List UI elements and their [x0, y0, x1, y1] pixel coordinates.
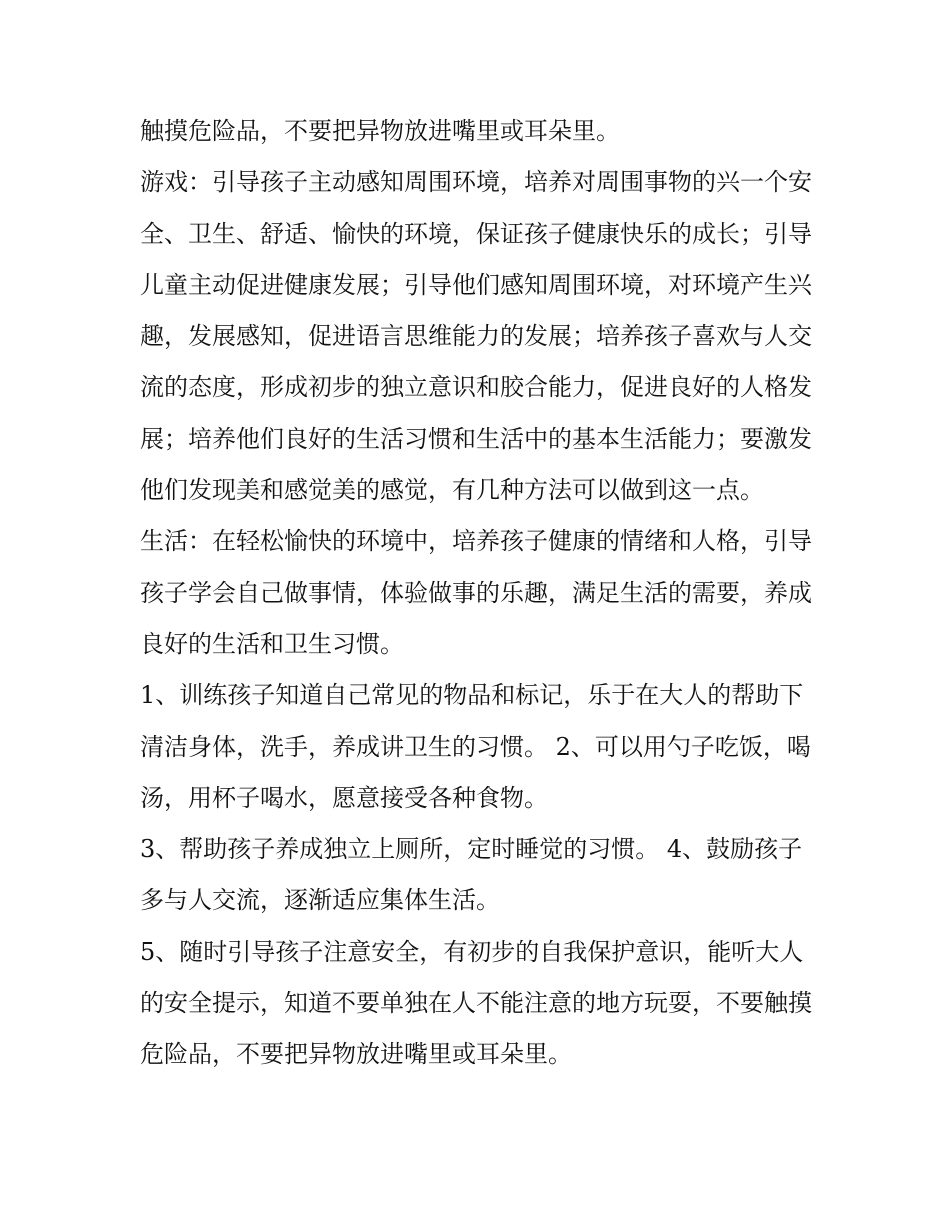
paragraph-games: 游戏：引导孩子主动感知周围环境，培养对周围事物的兴一个安全、卫生、舒适、愉快的环境，保证孩子健康快乐的成长；引导儿童主动促进健康发展；引导他们感知周围环境，对环境产生兴趣，发展感知，促进语言思维能力的发展；培养孩子喜欢与人交流的态度，形成初步的独立意识和胶合能力，促进良好的人格发展；培养他们良好的生活习惯和生活中的基本生活能力；要激发他们发现美和感觉美的感觉，有几种方法可以做到这一点。 [140, 168, 812, 505]
paragraph-life: 生活：在轻松愉快的环境中，培养孩子健康的情绪和人格，引导孩子学会自己做事情，体验做事的乐趣，满足生活的需要，养成良好的生活和卫生习惯。 [140, 527, 812, 658]
paragraph-item-3-4: 3、帮助孩子养成独立上厕所，定时睡觉的习惯。 4、鼓励孩子多与人交流，逐渐适应集体生活。 [140, 835, 803, 915]
document-body [140, 106, 816, 1081]
paragraph-item-1-2: 1、训练孩子知道自己常见的物品和标记，乐于在大人的帮助下清洁身体，洗手，养成讲卫生的习惯。 2、可以用勺子吃饭，喝汤，用杯子喝水，愿意接受各种食物。 [140, 681, 811, 812]
paragraph-continuation: 触摸危险品，不要把异物放进嘴里或耳朵里。 [140, 117, 620, 145]
paragraph-item-5: 5、随时引导孩子注意安全，有初步的自我保护意识，能听大人的安全提示，知道不要单独在人不能注意的地方玩耍，不要触摸危险品，不要把异物放进嘴里或耳朵里。 [140, 937, 812, 1069]
